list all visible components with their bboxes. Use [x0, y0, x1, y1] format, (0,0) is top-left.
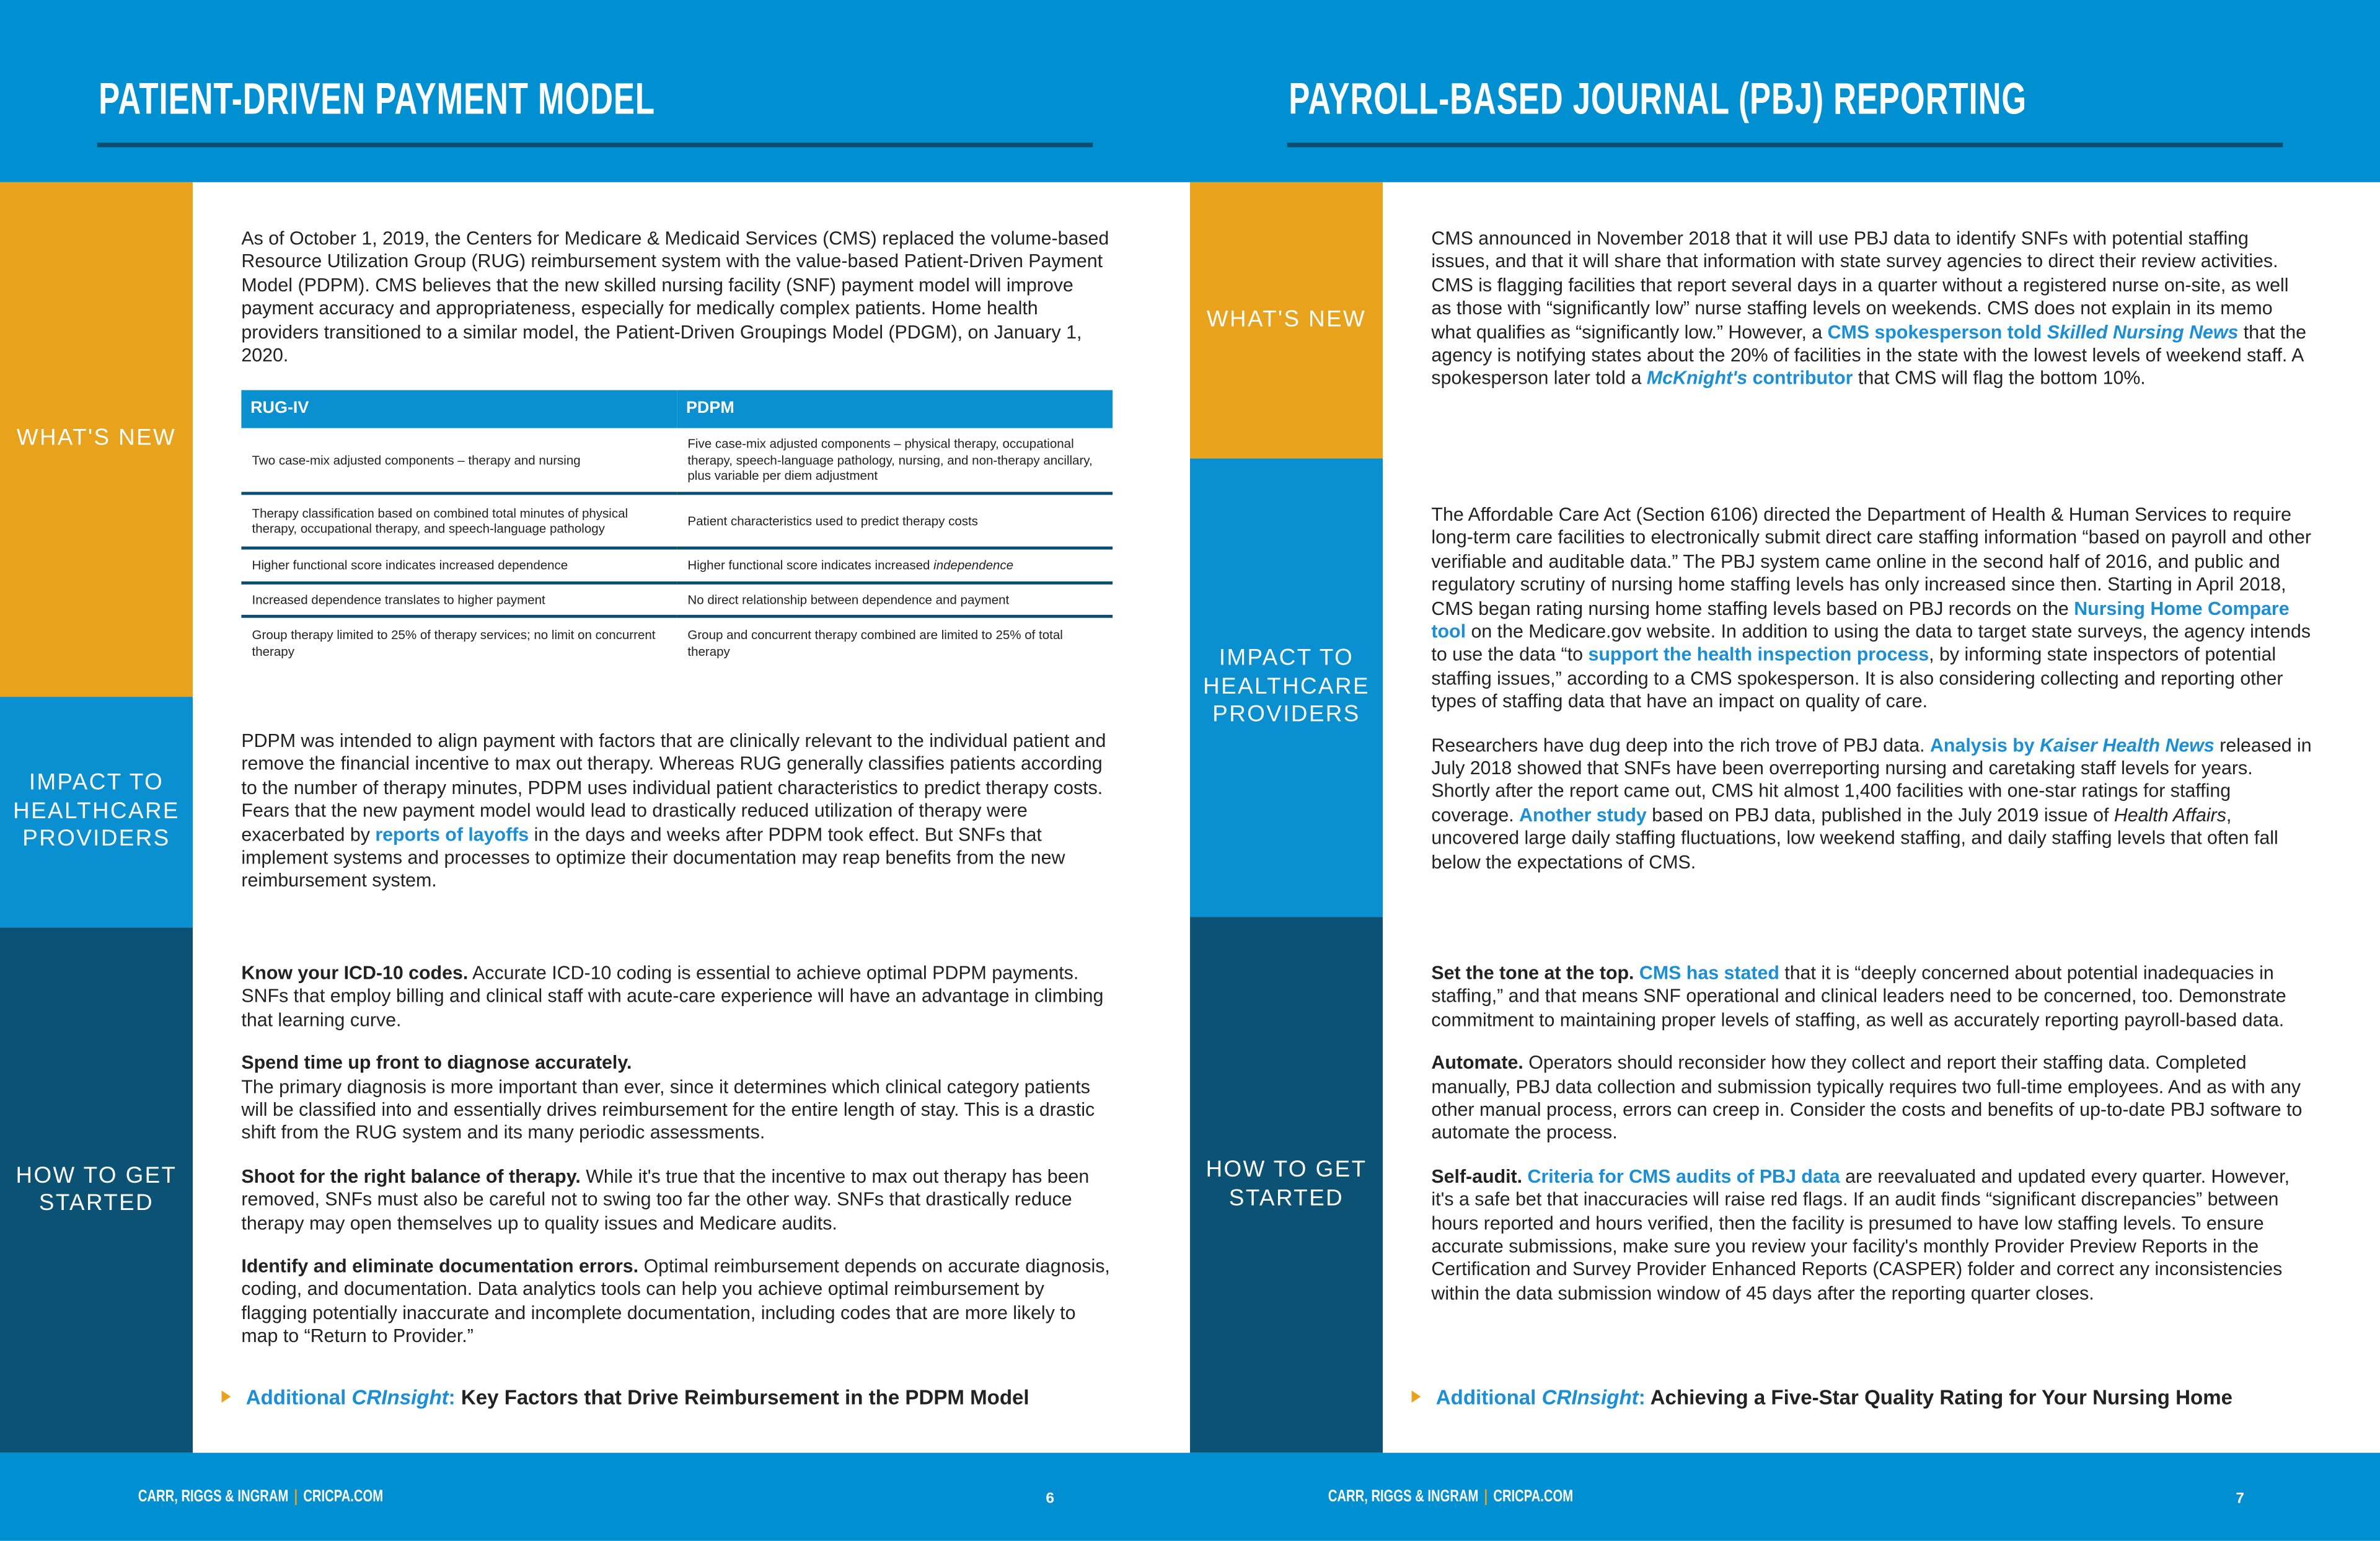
paragraph — [1431, 1053, 2311, 1146]
text-run: The primary diagnosis is more important than ever, since it determines which clinical category patients will be classified into and essentially drives reimbursement for the entire length of stay. This is a drastic shift from the RUG system and its many periodic assessments. — [241, 1075, 1095, 1144]
paragraph — [241, 963, 1113, 1033]
text-run: Higher functional score indicates increased dependence — [252, 557, 568, 573]
paragraph — [241, 1255, 1113, 1349]
section-label-whats-new: WHAT'S NEW — [1190, 182, 1383, 459]
whats-new-text — [241, 227, 1113, 387]
table-cell — [241, 548, 677, 583]
table-row — [241, 583, 1113, 616]
footer-brand: CARR, RIGGS & INGRAM | CRICPA.COM — [1328, 1488, 1574, 1506]
text-run: Higher functional score indicates increased — [687, 557, 934, 573]
text-run: Researchers have dug deep into the rich trove of PBJ data. — [1431, 734, 1931, 756]
text-run: Key Factors that Drive Reimbursement in the PDPM Model — [461, 1385, 1029, 1409]
paragraph — [1431, 1165, 2311, 1305]
table-cell — [677, 548, 1113, 583]
text-run — [1634, 963, 1639, 984]
firm-name: CARR, RIGGS & INGRAM — [138, 1488, 289, 1506]
paragraph — [241, 1165, 1113, 1235]
text-run: Two case-mix adjusted components – therapy and nursing — [252, 452, 581, 467]
paragraph — [1431, 734, 2314, 874]
inline-link[interactable]: support the health inspection process — [1588, 644, 1929, 666]
table-row — [241, 428, 1113, 493]
table-cell — [677, 493, 1113, 548]
table-row — [241, 616, 1113, 668]
table-cell — [241, 493, 677, 548]
how-to-text — [1431, 963, 2311, 1326]
section-label-how-to: HOW TO GET STARTED — [1190, 917, 1383, 1452]
lead-in-heading: Self-audit. — [1431, 1165, 1523, 1187]
inline-link[interactable]: CMS spokesperson told — [1827, 321, 2047, 343]
text-run: are reevaluated and updated every quarter. However, it's a safe bet that inaccuracies will raise red flags. If an audit finds “significant discrepancies” between hours reported and hours verified, then the facility is presumed to have low staffing levels. To ensure accurate submissions, make sure you review your facility's monthly Provider Preview Reports in the Certification and Survey Provider Enhanced Reports (CASPER) folder and correct any inconsistencies within the data submission window of 45 days after the reporting quarter closes. — [1431, 1165, 2290, 1304]
paragraph — [1431, 504, 2314, 715]
title-rule-left — [97, 143, 1093, 147]
section-label-impact: IMPACT TO HEALTHCARE PROVIDERS — [1190, 459, 1383, 917]
whats-new-text — [1431, 227, 2311, 411]
lead-in-heading: Shoot for the right balance of therapy. — [241, 1165, 581, 1187]
inline-link[interactable]: CMS has stated — [1639, 962, 1779, 984]
text-run: CMS announced in November 2018 that it will use PBJ data to identify SNFs with potential staffing issues, and that it will share that information with state survey agencies to direct their review activities. CMS is flagging facilities that report several days in a quarter without a registered nurse on-site, as well as those with “significantly low” nurse staffing levels on weekends. CMS does not explain in its memo what qualifies as “significantly low.” However, a — [1431, 227, 2289, 343]
text-run: PDPM was intended to align payment with factors that are clinically relevant to the individual patient and remove the financial incentive to max out therapy. Whereas RUG generally classifies patients according to the number of therapy minutes, PDPM uses individual patient characteristics to predict therapy costs. Fears that the new payment model would lead to drastically reduced utilization of therapy were exacerbated by — [241, 730, 1106, 846]
text-run: released in July 2018 showed that SNFs have been overreporting nursing and caretaking staff levels for years. Shortly after the report came out, CMS hit almost 1,400 facilities with one-star ratings for staffing coverage. — [1431, 734, 2312, 826]
lead-in-heading: Spend time up front to diagnose accurately. — [241, 1052, 632, 1074]
paragraph — [1431, 963, 2311, 1033]
paragraph — [241, 730, 1113, 894]
how-to-text — [241, 963, 1113, 1369]
comparison-table — [241, 390, 1113, 668]
inline-link[interactable]: Additional — [245, 1385, 352, 1409]
impact-text — [1431, 504, 2314, 894]
paragraph — [241, 227, 1113, 368]
inline-link[interactable]: contributor — [1747, 368, 1853, 390]
table-row — [241, 548, 1113, 583]
text-run: that the agency is notifying states about the 20% of facilities in the state with the lowest levels of weekend staff. A spokesperson later told a — [1431, 321, 2307, 390]
text-run: Optimal reimbursement depends on accurate diagnosis, coding, and documentation. Data analytics tools can help you achieve optimal reimbursement by flagging potentially inaccurate and incomplete documentation, including codes that are more likely to map to “Return to Provider.” — [241, 1255, 1110, 1347]
page-number: 7 — [2236, 1490, 2244, 1508]
inline-link[interactable]: Criteria for CMS audits of PBJ data — [1527, 1165, 1840, 1187]
website-link[interactable]: CRICPA.COM — [303, 1488, 384, 1506]
text-run: that it is “deeply concerned about potential inadequacies in staffing,” and that means SNF operational and clinical leaders need to be concerned, too. Demonstrate commitment to maintaining proper levels of staffing, as well as accurately reporting payroll-based data. — [1431, 962, 2286, 1031]
section-label-whats-new: WHAT'S NEW — [0, 182, 193, 697]
lead-in-heading: Know your ICD-10 codes. — [241, 962, 469, 984]
text-run: Accurate ICD-10 coding is essential to achieve optimal PDPM payments. SNFs that employ billing and clinical staff with acute-care experience will have an advantage in climbing that learning curve. — [241, 962, 1104, 1031]
footer-brand: CARR, RIGGS & INGRAM | CRICPA.COM — [138, 1488, 384, 1506]
website-link[interactable]: CRICPA.COM — [1493, 1488, 1574, 1506]
paragraph — [241, 1053, 1113, 1146]
inline-link[interactable]: : — [1638, 1385, 1651, 1409]
table-cell — [677, 583, 1113, 616]
text-run: on the Medicare.gov website. In addition to using the data to target state surveys, the agency intends to use the data “to — [1431, 620, 2311, 666]
text-run: Therapy classification based on combined total minutes of physical therapy, occupational therapy, and speech-language pathology — [252, 505, 628, 536]
text-run: , by informing state inspectors of potential staffing issues,” according to a CMS spokesperson. It is also considering collecting and reporting other types of staffing data that have an impact on quality of care. — [1431, 644, 2283, 713]
text-run: Health Affairs — [2113, 804, 2226, 826]
text-run: While it's true that the incentive to max out therapy has been removed, SNFs must also be careful not to swing too far the other way. SNFs that drastically reduce therapy may open themselves up to quality issues and Medicare audits. — [241, 1165, 1090, 1234]
table-cell — [241, 616, 677, 668]
text-run: Group and concurrent therapy combined are limited to 25% of total therapy — [687, 627, 1063, 658]
title-rule-right — [1287, 143, 2283, 147]
paragraph — [1431, 227, 2311, 391]
impact-text — [241, 730, 1113, 914]
inline-link[interactable]: reports of layoffs — [375, 823, 529, 846]
text-run: Patient characteristics used to predict therapy costs — [687, 513, 978, 528]
text-run: No direct relationship between dependence and payment — [687, 591, 1010, 607]
additional-insight-link[interactable] — [222, 1386, 1029, 1409]
lead-in-heading: Set the tone at the top. — [1431, 962, 1634, 984]
additional-insight-link[interactable] — [1412, 1386, 2232, 1409]
table-cell — [677, 616, 1113, 668]
text-run: Increased dependence translates to higher payment — [252, 591, 545, 607]
inline-link[interactable]: Skilled Nursing News — [2047, 321, 2239, 343]
inline-link[interactable]: Additional — [1435, 1385, 1542, 1409]
text-run: Group therapy limited to 25% of therapy services; no limit on concurrent therapy — [252, 627, 656, 658]
inline-link[interactable]: Another study — [1519, 804, 1647, 826]
text-run: that CMS will flag the bottom 10%. — [1853, 368, 2146, 390]
inline-link[interactable]: : — [448, 1385, 461, 1409]
section-label-how-to: HOW TO GET STARTED — [0, 927, 193, 1452]
lead-in-heading: Identify and eliminate documentation errors. — [241, 1255, 639, 1277]
text-run: in the days and weeks after PDPM took effect. But SNFs that implement systems and processes to optimize their documentation may reap benefits from the new reimbursement system. — [241, 823, 1065, 892]
inline-link[interactable]: Analysis by — [1930, 734, 2040, 756]
inline-link[interactable]: Kaiser Health News — [2040, 734, 2215, 756]
table-cell — [241, 583, 677, 616]
table-header: PDPM — [677, 390, 1113, 428]
inline-link[interactable]: McKnight's — [1646, 368, 1748, 390]
text-run: As of October 1, 2019, the Centers for Medicare & Medicaid Services (CMS) replaced the volume-based Resource Utilization Group (RUG) reimbursement system with the value-based Patient-Driven Payment Model (PDPM). CMS believes that the new skilled nursing facility (SNF) payment model will improve payment accuracy and appropriateness, especially for medically complex patients. Home health providers transitioned to a similar model, the Patient-Driven Groupings Model (PDGM), on January 1, 2020. — [241, 227, 1109, 366]
text-run: independence — [933, 557, 1014, 573]
table-cell — [677, 428, 1113, 493]
text-run: based on PBJ data, published in the July 2019 issue of — [1646, 804, 2114, 826]
inline-link[interactable]: Nursing Home Compare tool — [1431, 597, 2290, 643]
page-title-left: PATIENT-DRIVEN PAYMENT MODEL — [99, 76, 656, 125]
inline-link[interactable]: CRInsight — [1541, 1385, 1639, 1409]
text-run: Five case-mix adjusted components – physical therapy, occupational therapy, speech-language pathology, nursing, and non-therapy ancillary, plus variable per diem adjustment — [687, 436, 1093, 483]
text-run: Operators should reconsider how they collect and report their staffing data. Completed manually, PBJ data collection and submission typically requires two full-time employees. And as with any other manual process, errors can creep in. Consider the costs and benefits of up-to-date PBJ software to automate the process. — [1431, 1052, 2303, 1144]
triangle-bullet-icon — [222, 1390, 231, 1403]
page-number: 6 — [1046, 1490, 1054, 1508]
lead-in-heading: Automate. — [1431, 1052, 1523, 1074]
comparison-table-wrap — [241, 390, 1113, 668]
table-header: RUG-IV — [241, 390, 677, 428]
section-label-impact: IMPACT TO HEALTHCARE PROVIDERS — [0, 697, 193, 927]
table-row — [241, 493, 1113, 548]
inline-link[interactable]: CRInsight — [351, 1385, 449, 1409]
text-run: , uncovered large daily staffing fluctuations, low weekend staffing, and daily staffing levels that often fall below the expectations of CMS. — [1431, 804, 2278, 873]
text-run: Achieving a Five-Star Quality Rating for Your Nursing Home — [1650, 1385, 2233, 1409]
text-run: The Affordable Care Act (Section 6106) directed the Department of Health & Human Services to require long-term care facilities to electronically submit direct care staffing information “based on payroll and other verifiable and auditable data.” The PBJ system came online in the second half of 2016, and public and regulatory scrutiny of nursing home staffing levels has only increased since then. Starting in April 2018, CMS began rating nursing home staffing levels based on PBJ records on the — [1431, 504, 2311, 619]
table-cell — [241, 428, 677, 493]
triangle-bullet-icon — [1412, 1390, 1421, 1403]
page-title-right: PAYROLL-BASED JOURNAL (PBJ) REPORTING — [1289, 76, 2027, 125]
firm-name: CARR, RIGGS & INGRAM — [1328, 1488, 1479, 1506]
